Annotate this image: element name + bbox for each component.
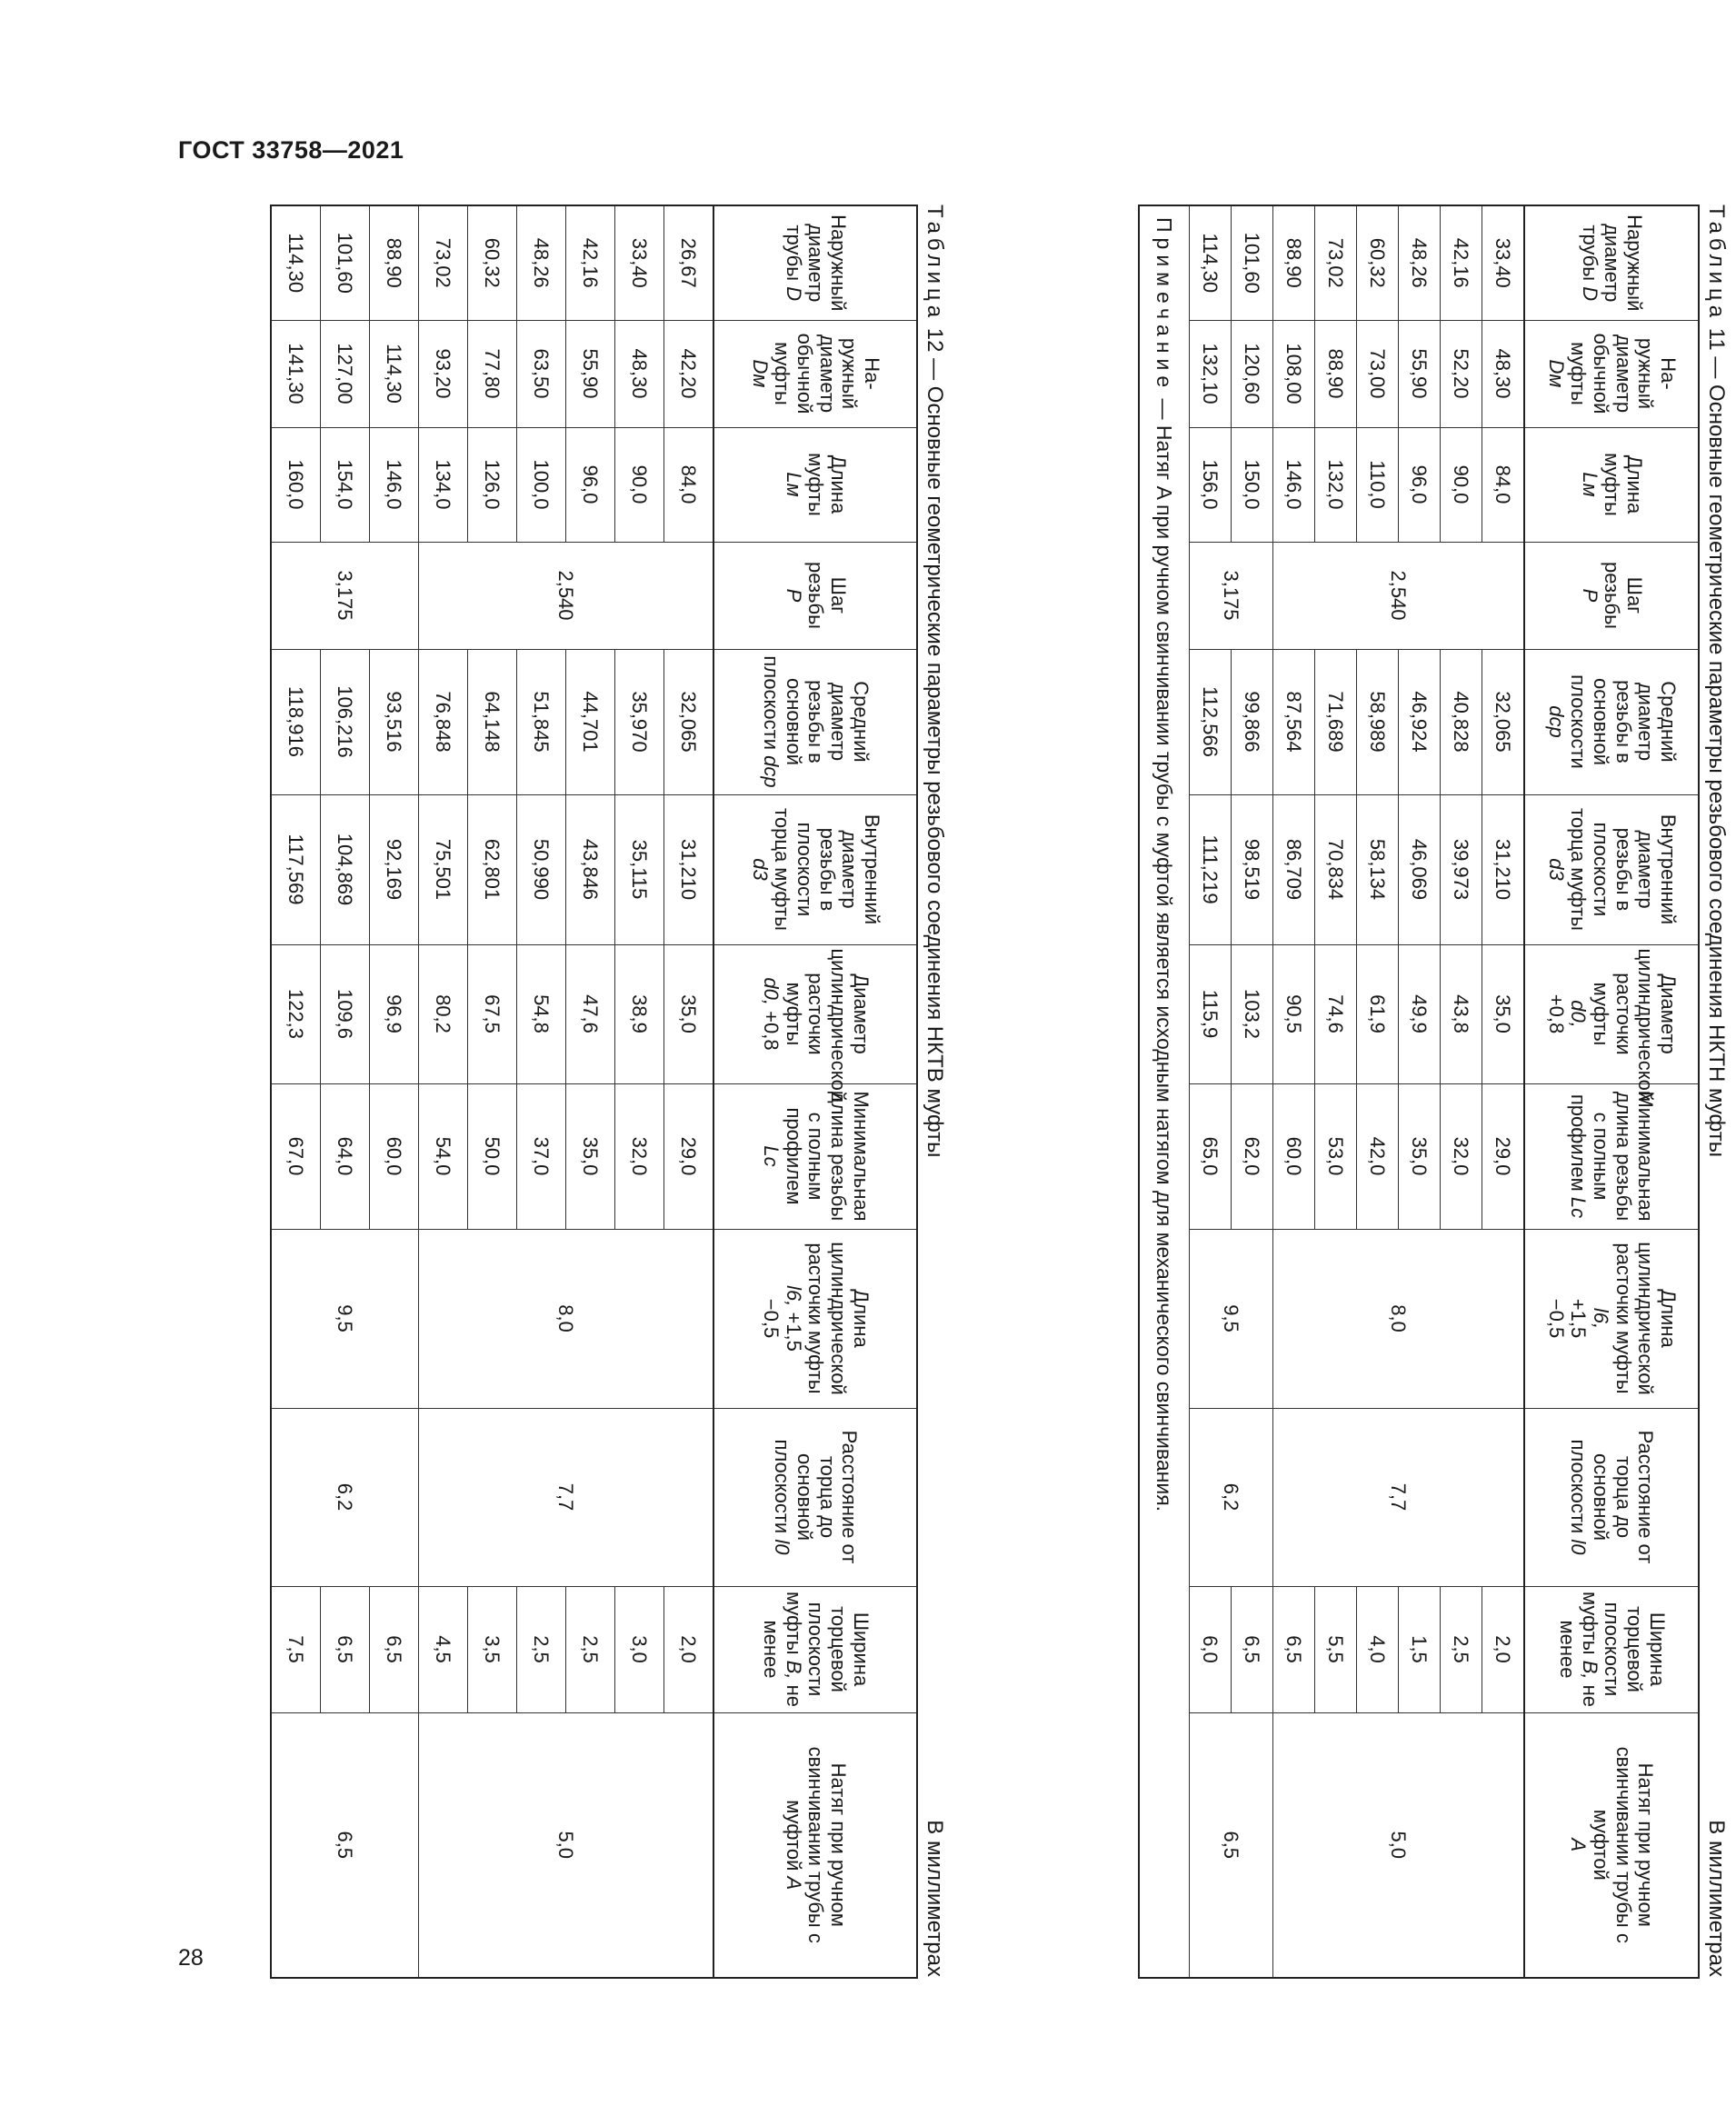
cell-d: 33,40 bbox=[615, 205, 664, 320]
cell-lc: 54,0 bbox=[419, 1083, 468, 1229]
cell-dm: 127,00 bbox=[321, 320, 370, 427]
table-row bbox=[517, 205, 566, 1978]
table-row bbox=[664, 205, 714, 1978]
table-row bbox=[1232, 205, 1273, 1978]
cell-dm: 77,80 bbox=[468, 320, 517, 427]
header-lm: Длина муфты Lм bbox=[1524, 427, 1699, 542]
header-l0: Расстояние от торца до основной плоскости l0 bbox=[713, 1408, 917, 1586]
cell-lc: 32,0 bbox=[1441, 1083, 1482, 1229]
cell-dm: 55,90 bbox=[1399, 320, 1441, 427]
cell-d: 42,16 bbox=[566, 205, 615, 320]
cell-d3: 35,115 bbox=[615, 794, 664, 944]
cell-d0: 115,9 bbox=[1190, 944, 1232, 1083]
table-11-note: Примечание — Натяг A при ручном свинчивании трубы с муфтой является исходным натягом для механического свинчивания. bbox=[1139, 205, 1190, 1978]
table-11-caption: Таблица 11 — Основные геометрические параметры резьбового соединения НКТН муфты bbox=[1704, 205, 1729, 1157]
cell-lm: 154,0 bbox=[321, 427, 370, 542]
table-row bbox=[271, 205, 321, 1978]
table-12-block bbox=[270, 205, 954, 1977]
cell-l6-merged: 8,0 bbox=[1273, 1229, 1525, 1408]
cell-d0: 80,2 bbox=[419, 944, 468, 1083]
cell-d0: 54,8 bbox=[517, 944, 566, 1083]
cell-d0: 67,5 bbox=[468, 944, 517, 1083]
cell-d3: 43,846 bbox=[566, 794, 615, 944]
cell-d3: 104,869 bbox=[321, 794, 370, 944]
table-row bbox=[1357, 205, 1399, 1978]
cell-lm: 160,0 bbox=[271, 427, 321, 542]
cell-l0-merged: 7,7 bbox=[1273, 1408, 1525, 1586]
table-row bbox=[419, 205, 468, 1978]
cell-dcp: 32,065 bbox=[664, 649, 714, 794]
cell-d: 48,26 bbox=[517, 205, 566, 320]
cell-dcp: 106,216 bbox=[321, 649, 370, 794]
cell-b: 1,5 bbox=[1399, 1586, 1441, 1712]
table-row bbox=[1273, 205, 1315, 1978]
cell-lc: 37,0 bbox=[517, 1083, 566, 1229]
cell-l6-merged: 8,0 bbox=[419, 1229, 714, 1408]
cell-d: 88,90 bbox=[370, 205, 419, 320]
cell-dm: 132,10 bbox=[1190, 320, 1232, 427]
cell-d: 73,02 bbox=[419, 205, 468, 320]
units-label: В миллиметрах bbox=[1704, 1820, 1729, 1977]
header-dcp: Средний диаметр резьбы в основной плоскости dср bbox=[1524, 649, 1699, 794]
cell-p-merged: 3,175 bbox=[1190, 542, 1273, 649]
cell-dm: 48,30 bbox=[615, 320, 664, 427]
cell-l6-merged: 9,5 bbox=[1190, 1229, 1273, 1408]
cell-dm: 73,00 bbox=[1357, 320, 1399, 427]
document-title: ГОСТ 33758—2021 bbox=[178, 136, 404, 164]
cell-dcp: 51,845 bbox=[517, 649, 566, 794]
cell-d: 26,67 bbox=[664, 205, 714, 320]
table-11-block bbox=[1138, 205, 1736, 1977]
cell-d0: 47,6 bbox=[566, 944, 615, 1083]
cell-lc: 67,0 bbox=[271, 1083, 321, 1229]
cell-d3: 58,134 bbox=[1357, 794, 1399, 944]
header-d0: Диаметр цилиндрической расточки муфты d0, +0,8 bbox=[713, 944, 917, 1083]
cell-lc: 53,0 bbox=[1315, 1083, 1357, 1229]
cell-d: 60,32 bbox=[1357, 205, 1399, 320]
cell-d3: 39,973 bbox=[1441, 794, 1482, 944]
cell-d0: 35,0 bbox=[1482, 944, 1525, 1083]
cell-lc: 42,0 bbox=[1357, 1083, 1399, 1229]
cell-dcp: 112,566 bbox=[1190, 649, 1232, 794]
cell-d: 88,90 bbox=[1273, 205, 1315, 320]
cell-d0: 38,9 bbox=[615, 944, 664, 1083]
header-p: Шаг резьбы P bbox=[713, 542, 917, 649]
cell-dcp: 87,564 bbox=[1273, 649, 1315, 794]
cell-b: 3,5 bbox=[468, 1586, 517, 1712]
cell-lc: 60,0 bbox=[1273, 1083, 1315, 1229]
cell-dm: 93,20 bbox=[419, 320, 468, 427]
cell-lm: 96,0 bbox=[1399, 427, 1441, 542]
cell-a-merged: 5,0 bbox=[1273, 1712, 1525, 1978]
cell-d3: 46,069 bbox=[1399, 794, 1441, 944]
cell-dm: 42,20 bbox=[664, 320, 714, 427]
cell-l0-merged: 6,2 bbox=[1190, 1408, 1273, 1586]
header-a: Натяг при ручном свинчивании трубы с муфтой A bbox=[1524, 1712, 1699, 1978]
cell-lc: 32,0 bbox=[615, 1083, 664, 1229]
cell-dcp: 93,516 bbox=[370, 649, 419, 794]
cell-lm: 146,0 bbox=[1273, 427, 1315, 542]
table-11-header-row bbox=[1524, 205, 1699, 1978]
cell-dcp: 118,916 bbox=[271, 649, 321, 794]
cell-lm: 146,0 bbox=[370, 427, 419, 542]
cell-d: 60,32 bbox=[468, 205, 517, 320]
cell-dm: 114,30 bbox=[370, 320, 419, 427]
header-lc: Минимальная длина резьбы с полным профилем Lc bbox=[1524, 1083, 1699, 1229]
cell-b: 6,0 bbox=[1190, 1586, 1232, 1712]
cell-dm: 88,90 bbox=[1315, 320, 1357, 427]
table-12-header-row bbox=[713, 205, 917, 1978]
header-b: Ширина торцевой плоскости муфты B, не менее bbox=[1524, 1586, 1699, 1712]
cell-b: 2,5 bbox=[566, 1586, 615, 1712]
cell-lm: 156,0 bbox=[1190, 427, 1232, 542]
table-row bbox=[1315, 205, 1357, 1978]
cell-p-merged: 2,540 bbox=[419, 542, 714, 649]
header-d: Наружный диаметр трубы D bbox=[1524, 205, 1699, 320]
cell-d0: 109,6 bbox=[321, 944, 370, 1083]
cell-lc: 65,0 bbox=[1190, 1083, 1232, 1229]
cell-d3: 86,709 bbox=[1273, 794, 1315, 944]
cell-l0-merged: 6,2 bbox=[271, 1408, 419, 1586]
cell-b: 5,5 bbox=[1315, 1586, 1357, 1712]
table-row bbox=[1190, 205, 1232, 1978]
cell-d: 42,16 bbox=[1441, 205, 1482, 320]
cell-l0-merged: 7,7 bbox=[419, 1408, 714, 1586]
cell-b: 6,5 bbox=[1273, 1586, 1315, 1712]
table-row bbox=[370, 205, 419, 1978]
cell-lc: 62,0 bbox=[1232, 1083, 1273, 1229]
header-dm: На-ружный диаметр обычной муфты Dм bbox=[713, 320, 917, 427]
cell-a-merged: 5,0 bbox=[419, 1712, 714, 1978]
cell-d: 101,60 bbox=[1232, 205, 1273, 320]
units-label: В миллиметрах bbox=[923, 1820, 947, 1977]
cell-dcp: 35,970 bbox=[615, 649, 664, 794]
cell-d3: 92,169 bbox=[370, 794, 419, 944]
table-row bbox=[566, 205, 615, 1978]
table-row bbox=[1399, 205, 1441, 1978]
cell-d: 73,02 bbox=[1315, 205, 1357, 320]
header-d3: Внутренний диаметр резьбы в плоскости торца муфты d3 bbox=[1524, 794, 1699, 944]
header-dm: На-ружный диаметр обычной муфты Dм bbox=[1524, 320, 1699, 427]
table-row bbox=[1482, 205, 1525, 1978]
header-l0: Расстояние от торца до основной плоскости l0 bbox=[1524, 1408, 1699, 1586]
cell-d0: 49,9 bbox=[1399, 944, 1441, 1083]
cell-b: 4,0 bbox=[1357, 1586, 1399, 1712]
cell-d0: 74,6 bbox=[1315, 944, 1357, 1083]
cell-dcp: 32,065 bbox=[1482, 649, 1525, 794]
cell-b: 4,5 bbox=[419, 1586, 468, 1712]
header-l6: Длина цилиндрической расточки муфты l6, +1,5 −0,5 bbox=[713, 1229, 917, 1408]
cell-lc: 35,0 bbox=[566, 1083, 615, 1229]
cell-lc: 50,0 bbox=[468, 1083, 517, 1229]
cell-d: 48,26 bbox=[1399, 205, 1441, 320]
header-lc: Минимальная длина резьбы с полным профилем Lc bbox=[713, 1083, 917, 1229]
page-number: 28 bbox=[178, 1945, 204, 1971]
table-12-caption: Таблица 12 — Основные геометрические параметры резьбового соединения НКТВ муфты bbox=[923, 205, 947, 1158]
cell-dm: 63,50 bbox=[517, 320, 566, 427]
table-12 bbox=[270, 205, 918, 1979]
table-row bbox=[468, 205, 517, 1978]
cell-d0: 35,0 bbox=[664, 944, 714, 1083]
cell-lm: 134,0 bbox=[419, 427, 468, 542]
cell-lm: 110,0 bbox=[1357, 427, 1399, 542]
cell-dcp: 40,828 bbox=[1441, 649, 1482, 794]
cell-b: 6,5 bbox=[321, 1586, 370, 1712]
cell-p-merged: 3,175 bbox=[271, 542, 419, 649]
cell-lc: 64,0 bbox=[321, 1083, 370, 1229]
cell-d3: 50,990 bbox=[517, 794, 566, 944]
cell-d0: 96,9 bbox=[370, 944, 419, 1083]
cell-d0: 61,9 bbox=[1357, 944, 1399, 1083]
cell-l6-merged: 9,5 bbox=[271, 1229, 419, 1408]
cell-b: 6,5 bbox=[370, 1586, 419, 1712]
cell-d3: 98,519 bbox=[1232, 794, 1273, 944]
cell-dm: 141,30 bbox=[271, 320, 321, 427]
cell-d0: 90,5 bbox=[1273, 944, 1315, 1083]
cell-d3: 75,501 bbox=[419, 794, 468, 944]
cell-d3: 111,219 bbox=[1190, 794, 1232, 944]
cell-d: 101,60 bbox=[321, 205, 370, 320]
cell-d3: 31,210 bbox=[664, 794, 714, 944]
cell-dcp: 46,924 bbox=[1399, 649, 1441, 794]
cell-b: 2,0 bbox=[1482, 1586, 1525, 1712]
cell-d0: 122,3 bbox=[271, 944, 321, 1083]
cell-a-merged: 6,5 bbox=[1190, 1712, 1273, 1978]
cell-lc: 29,0 bbox=[1482, 1083, 1525, 1229]
cell-d3: 117,569 bbox=[271, 794, 321, 944]
table-row bbox=[321, 205, 370, 1978]
header-dcp: Средний диаметр резьбы в основной плоскости dср bbox=[713, 649, 917, 794]
cell-dcp: 99,866 bbox=[1232, 649, 1273, 794]
cell-dcp: 71,689 bbox=[1315, 649, 1357, 794]
cell-lm: 132,0 bbox=[1315, 427, 1357, 542]
cell-dcp: 58,989 bbox=[1357, 649, 1399, 794]
cell-lm: 84,0 bbox=[1482, 427, 1525, 542]
header-p: Шаг резьбы P bbox=[1524, 542, 1699, 649]
cell-d3: 70,834 bbox=[1315, 794, 1357, 944]
cell-b: 6,5 bbox=[1232, 1586, 1273, 1712]
header-d0: Диаметр цилиндрической расточки муфты d0, +0,8 bbox=[1524, 944, 1699, 1083]
cell-b: 3,0 bbox=[615, 1586, 664, 1712]
header-b: Ширина торцевой плоскости муфты B, не менее bbox=[713, 1586, 917, 1712]
cell-p-merged: 2,540 bbox=[1273, 542, 1525, 649]
cell-d3: 31,210 bbox=[1482, 794, 1525, 944]
cell-lm: 96,0 bbox=[566, 427, 615, 542]
header-d3: Внутренний диаметр резьбы в плоскости торца муфты d3 bbox=[713, 794, 917, 944]
cell-dcp: 64,148 bbox=[468, 649, 517, 794]
cell-lm: 126,0 bbox=[468, 427, 517, 542]
cell-b: 2,0 bbox=[664, 1586, 714, 1712]
header-d: Наружный диаметр трубы D bbox=[713, 205, 917, 320]
header-l6: Длина цилиндрической расточки муфты l6, +1,5 −0,5 bbox=[1524, 1229, 1699, 1408]
table-11-note-row bbox=[1139, 205, 1190, 1978]
cell-d: 114,30 bbox=[271, 205, 321, 320]
cell-dm: 108,00 bbox=[1273, 320, 1315, 427]
cell-lm: 90,0 bbox=[615, 427, 664, 542]
cell-lc: 29,0 bbox=[664, 1083, 714, 1229]
cell-lc: 60,0 bbox=[370, 1083, 419, 1229]
cell-lm: 100,0 bbox=[517, 427, 566, 542]
header-a: Натяг при ручном свинчивании трубы с муфтой A bbox=[713, 1712, 917, 1978]
cell-dm: 52,20 bbox=[1441, 320, 1482, 427]
cell-dm: 55,90 bbox=[566, 320, 615, 427]
cell-d0: 103,2 bbox=[1232, 944, 1273, 1083]
table-row bbox=[615, 205, 664, 1978]
cell-b: 7,5 bbox=[271, 1586, 321, 1712]
cell-b: 2,5 bbox=[517, 1586, 566, 1712]
cell-d: 33,40 bbox=[1482, 205, 1525, 320]
cell-d3: 62,801 bbox=[468, 794, 517, 944]
cell-a-merged: 6,5 bbox=[271, 1712, 419, 1978]
cell-dm: 120,60 bbox=[1232, 320, 1273, 427]
cell-dm: 48,30 bbox=[1482, 320, 1525, 427]
cell-b: 2,5 bbox=[1441, 1586, 1482, 1712]
header-lm: Длина муфты Lм bbox=[713, 427, 917, 542]
cell-d: 114,30 bbox=[1190, 205, 1232, 320]
cell-dcp: 76,848 bbox=[419, 649, 468, 794]
cell-lm: 150,0 bbox=[1232, 427, 1273, 542]
table-11 bbox=[1138, 205, 1700, 1979]
table-row bbox=[1441, 205, 1482, 1978]
cell-lm: 90,0 bbox=[1441, 427, 1482, 542]
cell-dcp: 44,701 bbox=[566, 649, 615, 794]
cell-lc: 35,0 bbox=[1399, 1083, 1441, 1229]
cell-d0: 43,8 bbox=[1441, 944, 1482, 1083]
rotated-content bbox=[173, 205, 1736, 1977]
cell-lm: 84,0 bbox=[664, 427, 714, 542]
